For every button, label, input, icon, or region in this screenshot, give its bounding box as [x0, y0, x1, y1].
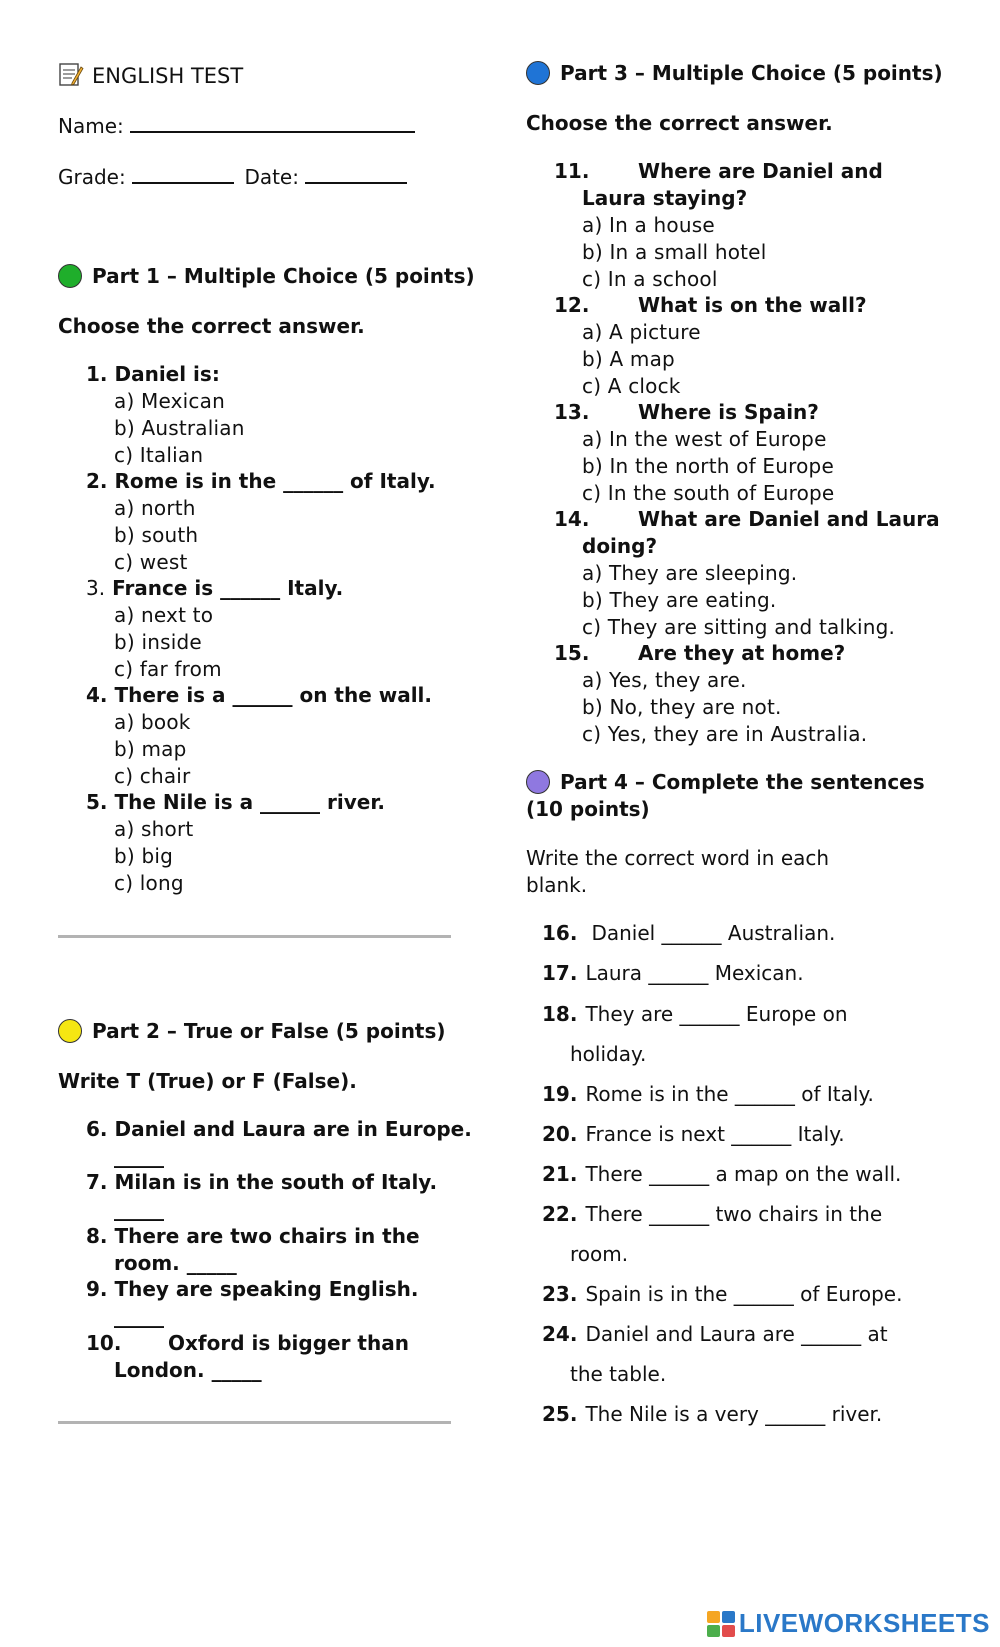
option-2c[interactable]: c) west — [114, 550, 188, 574]
option-2a[interactable]: a) north — [114, 496, 196, 520]
option-11b[interactable]: b) In a small hotel — [582, 240, 767, 264]
option-1b[interactable]: b) Australian — [114, 416, 245, 440]
section-divider — [58, 935, 451, 938]
question-text: Daniel and Laura are in Europe. — [114, 1117, 472, 1141]
sentence-23[interactable] — [542, 1282, 902, 1306]
option-3c[interactable]: c) far from — [114, 657, 222, 681]
question-text: They are speaking English. — [114, 1277, 419, 1301]
part1-instruction: Choose the correct answer. — [58, 314, 365, 338]
option-3b[interactable]: b) inside — [114, 630, 202, 654]
question-number: 2. — [86, 469, 108, 493]
question-2 — [86, 469, 436, 493]
question-number: 6. — [86, 1117, 108, 1141]
option-13c[interactable]: c) In the south of Europe — [582, 481, 835, 505]
question-8-continued[interactable]: room. _____ — [114, 1251, 237, 1275]
question-text: Rome is in the ______ of Italy. — [114, 469, 436, 493]
question-number: 14. — [554, 507, 590, 531]
question-number: 9. — [86, 1277, 108, 1301]
option-5c[interactable]: c) long — [114, 871, 184, 895]
option-5a[interactable]: a) short — [114, 817, 194, 841]
sentence-text: There ______ a map on the wall. — [585, 1162, 902, 1186]
option-15c[interactable]: c) Yes, they are in Australia. — [582, 722, 868, 746]
question-10-continued[interactable]: London. _____ — [114, 1358, 262, 1382]
question-text: There are two chairs in the — [114, 1224, 420, 1248]
part1-heading-text: Part 1 – Multiple Choice (5 points) — [92, 264, 475, 288]
question-text: Daniel is: — [114, 362, 220, 386]
sentence-number: 17. — [542, 961, 578, 985]
grade-blank[interactable] — [132, 166, 234, 184]
part2-heading — [58, 1019, 446, 1043]
sentence-number: 25. — [542, 1402, 578, 1426]
option-11c[interactable]: c) In a school — [582, 267, 718, 291]
question-9 — [86, 1277, 418, 1301]
question-6 — [86, 1117, 472, 1141]
question-text: There is a ______ on the wall. — [114, 683, 433, 707]
question-8 — [86, 1224, 420, 1248]
part2-instruction: Write T (True) or F (False). — [58, 1069, 357, 1093]
question-11 — [554, 159, 883, 183]
sentence-text: France is next ______ Italy. — [585, 1122, 845, 1146]
question-text: Are they at home? — [638, 641, 846, 665]
question-number: 7. — [86, 1170, 108, 1194]
purple-circle-icon — [526, 770, 550, 794]
grade-label: Grade: — [58, 165, 126, 189]
sentence-24[interactable] — [542, 1322, 888, 1346]
sentence-text: There ______ two chairs in the — [585, 1202, 883, 1226]
question-number: 15. — [554, 641, 590, 665]
question-text: Milan is in the south of Italy. — [114, 1170, 438, 1194]
sentence-text: Spain is in the ______ of Europe. — [585, 1282, 903, 1306]
sentence-25[interactable] — [542, 1402, 882, 1426]
question-number: 10. — [86, 1331, 122, 1355]
option-15b[interactable]: b) No, they are not. — [582, 695, 782, 719]
answer-blank-6[interactable]: _____ — [114, 1144, 164, 1168]
sentence-number: 23. — [542, 1282, 578, 1306]
sentence-number: 24. — [542, 1322, 578, 1346]
option-11a[interactable]: a) In a house — [582, 213, 715, 237]
part4-instruction: Write the correct word in each — [526, 846, 830, 870]
question-number: 3. — [86, 576, 106, 600]
sentence-text: They are ______ Europe on — [585, 1002, 848, 1026]
question-number: 5. — [86, 790, 108, 814]
date-label: Date: — [244, 165, 299, 189]
option-5b[interactable]: b) big — [114, 844, 174, 868]
sentence-number: 16. — [542, 921, 578, 945]
sentence-16[interactable] — [542, 921, 835, 945]
sentence-24-continued: the table. — [570, 1362, 667, 1386]
question-number: 1. — [86, 362, 108, 386]
answer-blank-7[interactable]: _____ — [114, 1197, 164, 1221]
question-5 — [86, 790, 385, 814]
sentence-22-continued: room. — [570, 1242, 629, 1266]
liveworksheets-logo[interactable] — [707, 1608, 990, 1639]
question-text: What are Daniel and Laura — [638, 507, 940, 531]
part4-heading-points: (10 points) — [526, 797, 650, 821]
part3-instruction: Choose the correct answer. — [526, 111, 833, 135]
sentence-text: The Nile is a very ______ river. — [585, 1402, 883, 1426]
option-13a[interactable]: a) In the west of Europe — [582, 427, 827, 451]
question-7 — [86, 1170, 437, 1194]
question-text: What is on the wall? — [638, 293, 867, 317]
part2-heading-text: Part 2 – True or False (5 points) — [92, 1019, 446, 1043]
name-field[interactable] — [58, 114, 415, 138]
question-1 — [86, 362, 220, 386]
question-14-continued: doing? — [582, 534, 658, 558]
sentence-19[interactable] — [542, 1082, 874, 1106]
question-15 — [554, 641, 845, 665]
name-blank[interactable] — [130, 115, 415, 133]
option-1a[interactable]: a) Mexican — [114, 389, 225, 413]
option-14c[interactable]: c) They are sitting and talking. — [582, 615, 896, 639]
sentence-text: Rome is in the ______ of Italy. — [585, 1082, 874, 1106]
option-3a[interactable]: a) next to — [114, 603, 214, 627]
question-number: 12. — [554, 293, 590, 317]
option-12b[interactable]: b) A map — [582, 347, 675, 371]
option-14a[interactable]: a) They are sleeping. — [582, 561, 798, 585]
sentence-21[interactable] — [542, 1162, 901, 1186]
option-4a[interactable]: a) book — [114, 710, 191, 734]
green-circle-icon — [58, 264, 82, 288]
part1-heading — [58, 264, 475, 288]
date-blank[interactable] — [305, 166, 407, 184]
sentence-17[interactable] — [542, 961, 804, 985]
sentence-20[interactable] — [542, 1122, 845, 1146]
part3-heading-text: Part 3 – Multiple Choice (5 points) — [560, 61, 943, 85]
part4-instruction-continued: blank. — [526, 873, 588, 897]
option-12a[interactable]: a) A picture — [582, 320, 701, 344]
question-11-continued: Laura staying? — [582, 186, 748, 210]
question-text: Oxford is bigger than — [168, 1331, 409, 1355]
yellow-circle-icon — [58, 1019, 82, 1043]
option-13b[interactable]: b) In the north of Europe — [582, 454, 834, 478]
part3-heading — [526, 61, 943, 85]
part4-heading — [526, 770, 925, 794]
grade-date-row — [58, 165, 407, 189]
option-1c[interactable]: c) Italian — [114, 443, 204, 467]
question-text: The Nile is a ______ river. — [114, 790, 385, 814]
question-number: 4. — [86, 683, 108, 707]
sentence-18-continued: holiday. — [570, 1042, 647, 1066]
question-12 — [554, 293, 867, 317]
question-text: Where are Daniel and — [638, 159, 883, 183]
option-2b[interactable]: b) south — [114, 523, 199, 547]
question-number: 13. — [554, 400, 590, 424]
sentence-number: 22. — [542, 1202, 578, 1226]
question-number: 11. — [554, 159, 590, 183]
question-14 — [554, 507, 940, 531]
blue-circle-icon — [526, 61, 550, 85]
option-12c[interactable]: c) A clock — [582, 374, 681, 398]
option-15a[interactable]: a) Yes, they are. — [582, 668, 747, 692]
logo-text: LIVEWORKSHEETS — [738, 1608, 990, 1638]
question-13 — [554, 400, 819, 424]
sentence-number: 19. — [542, 1082, 578, 1106]
liveworksheets-logo-icon — [707, 1611, 735, 1637]
part4-heading-text: Part 4 – Complete the sentences — [560, 770, 925, 794]
sentence-18[interactable] — [542, 1002, 848, 1026]
sentence-text: Daniel ______ Australian. — [591, 921, 836, 945]
sentence-text: Daniel and Laura are ______ at — [585, 1322, 888, 1346]
question-text: Where is Spain? — [638, 400, 819, 424]
title-text: ENGLISH TEST — [92, 64, 244, 88]
test-title — [58, 61, 243, 92]
sentence-number: 21. — [542, 1162, 578, 1186]
sentence-number: 18. — [542, 1002, 578, 1026]
question-number: 8. — [86, 1224, 108, 1248]
sentence-text: Laura ______ Mexican. — [585, 961, 804, 985]
question-10 — [86, 1331, 409, 1355]
answer-blank-9[interactable]: _____ — [114, 1304, 164, 1328]
question-3 — [86, 576, 343, 600]
sentence-22[interactable] — [542, 1202, 882, 1226]
sentence-number: 20. — [542, 1122, 578, 1146]
notepad-icon — [58, 61, 84, 92]
option-4b[interactable]: b) map — [114, 737, 187, 761]
section-divider — [58, 1421, 451, 1424]
option-4c[interactable]: c) chair — [114, 764, 191, 788]
question-4 — [86, 683, 432, 707]
question-text: France is ______ Italy. — [112, 576, 344, 600]
option-14b[interactable]: b) They are eating. — [582, 588, 777, 612]
name-label: Name: — [58, 114, 124, 138]
